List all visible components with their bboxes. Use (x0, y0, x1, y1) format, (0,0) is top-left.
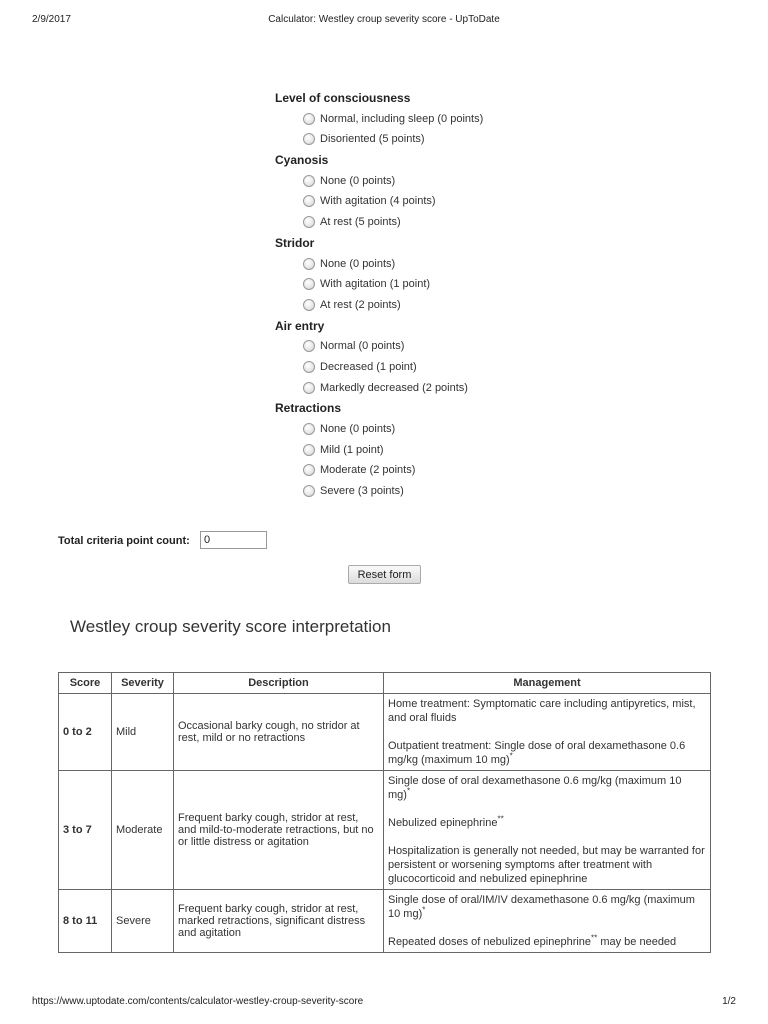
option-label: At rest (2 points) (320, 298, 401, 311)
criteria-option[interactable] (275, 214, 675, 235)
management-item (388, 774, 706, 802)
footnote-marker: ** (497, 814, 504, 824)
radio-button[interactable] (303, 423, 315, 435)
criteria-option[interactable] (275, 359, 675, 380)
header-score: Score (59, 673, 112, 694)
criteria-option[interactable] (275, 442, 675, 463)
radio-button[interactable] (303, 175, 315, 187)
criteria-group-label: Cyanosis (275, 153, 329, 168)
criteria-option[interactable] (275, 297, 675, 318)
score-cell: 8 to 11 (59, 890, 112, 953)
management-cell (384, 694, 711, 771)
total-count-field[interactable]: 0 (200, 531, 267, 549)
management-item (388, 844, 706, 886)
description-cell: Occasional barky cough, no stridor at rest, mild or no retractions (174, 694, 384, 771)
management-cell (384, 890, 711, 953)
footnote-marker: * (509, 751, 513, 761)
criteria-option[interactable] (275, 193, 675, 214)
management-item (388, 816, 706, 830)
severity-cell: Mild (112, 694, 174, 771)
score-cell: 3 to 7 (59, 771, 112, 890)
option-label: With agitation (1 point) (320, 278, 431, 291)
criteria-group-label: Level of consciousness (275, 91, 411, 105)
radio-button[interactable] (303, 113, 315, 125)
criteria-option[interactable] (275, 131, 675, 152)
criteria-option[interactable] (275, 256, 675, 277)
radio-button[interactable] (303, 258, 315, 270)
option-label: Disoriented (5 points) (320, 133, 425, 146)
radio-button[interactable] (303, 340, 315, 352)
print-url: https://www.uptodate.com/contents/calculator-westley-croup-severity-score (32, 996, 364, 1007)
option-label: At rest (5 points) (320, 216, 401, 229)
criteria-option[interactable] (275, 380, 675, 401)
table-header-row (59, 673, 711, 694)
header-management: Management (384, 673, 711, 694)
radio-button[interactable] (303, 485, 315, 497)
description-cell: Frequent barky cough, stridor at rest, marked retractions, significant distress and agitation (174, 890, 384, 953)
page-number: 1/2 (722, 996, 736, 1007)
radio-button[interactable] (303, 382, 315, 394)
option-label: With agitation (4 points) (320, 195, 436, 208)
radio-button[interactable] (303, 444, 315, 456)
criteria-option[interactable] (275, 483, 675, 504)
management-text: Repeated doses of nebulized epinephrine (388, 936, 592, 948)
header-severity: Severity (112, 673, 174, 694)
criteria-option[interactable] (275, 421, 675, 442)
option-label: Normal, including sleep (0 points) (320, 112, 484, 125)
criteria-option[interactable] (275, 173, 675, 194)
radio-button[interactable] (303, 216, 315, 228)
option-label: None (0 points) (320, 257, 396, 270)
criteria-group-label: Air entry (275, 318, 325, 333)
management-text: Single dose of oral/IM/IV dexamethasone 0.6 mg/kg (maximum 10 mg) (388, 894, 695, 920)
table-row (59, 694, 711, 771)
print-date: 2/9/2017 (32, 14, 71, 25)
management-item (388, 935, 706, 949)
criteria-group-label: Stridor (275, 235, 315, 250)
footnote-marker: * (406, 786, 411, 796)
radio-button[interactable] (303, 299, 315, 311)
table-row (59, 890, 711, 953)
criteria-group-label: Retractions (275, 401, 342, 416)
management-text-continued: may be needed (597, 936, 677, 948)
option-label: Decreased (1 point) (320, 360, 417, 373)
score-cell: 0 to 2 (59, 694, 112, 771)
footnote-marker: ** (591, 933, 598, 943)
footnote-marker: * (422, 905, 426, 915)
management-item (388, 893, 706, 921)
print-title: Calculator: Westley croup severity score - UpToDate (268, 14, 500, 25)
management-item (388, 697, 706, 725)
description-cell: Frequent barky cough, stridor at rest, and mild-to-moderate retractions, but no or little distress or agitation (174, 771, 384, 890)
table-row (59, 771, 711, 890)
radio-button[interactable] (303, 195, 315, 207)
interpretation-table (58, 672, 711, 953)
management-text: Hospitalization is generally not needed, but may be warranted for persistent or worsening symptoms after treatment with glucocorticoid and nebulized epinephrine (388, 845, 705, 885)
option-label: Moderate (2 points) (320, 464, 416, 477)
criteria-form (275, 90, 675, 504)
management-item (388, 739, 706, 767)
total-count-label: Total criteria point count: (58, 535, 190, 547)
option-label: Normal (0 points) (320, 340, 405, 353)
criteria-option[interactable] (275, 462, 675, 483)
severity-cell: Severe (112, 890, 174, 953)
severity-cell: Moderate (112, 771, 174, 890)
header-description: Description (174, 673, 384, 694)
reset-form-button[interactable]: Reset form (348, 565, 421, 584)
interpretation-title: Westley croup severity score interpretation (70, 617, 391, 636)
option-label: None (0 points) (320, 174, 396, 187)
radio-button[interactable] (303, 133, 315, 145)
radio-button[interactable] (303, 278, 315, 290)
management-text: Home treatment: Symptomatic care including antipyretics, mist, and oral fluids (388, 698, 696, 724)
management-text: Single dose of oral dexamethasone 0.6 mg/kg (maximum 10 mg) (388, 775, 682, 801)
radio-button[interactable] (303, 361, 315, 373)
criteria-option[interactable] (275, 276, 675, 297)
option-label: Markedly decreased (2 points) (320, 381, 468, 394)
management-text: Outpatient treatment: Single dose of oral dexamethasone 0.6 mg/kg (maximum 10 mg) (388, 740, 686, 766)
option-label: None (0 points) (320, 423, 396, 435)
radio-button[interactable] (303, 464, 315, 476)
criteria-option[interactable] (275, 338, 675, 359)
management-text: Nebulized epinephrine (388, 817, 498, 829)
management-cell (384, 771, 711, 890)
criteria-option[interactable] (275, 111, 675, 132)
option-label: Severe (3 points) (320, 485, 404, 498)
option-label: Mild (1 point) (320, 443, 384, 456)
